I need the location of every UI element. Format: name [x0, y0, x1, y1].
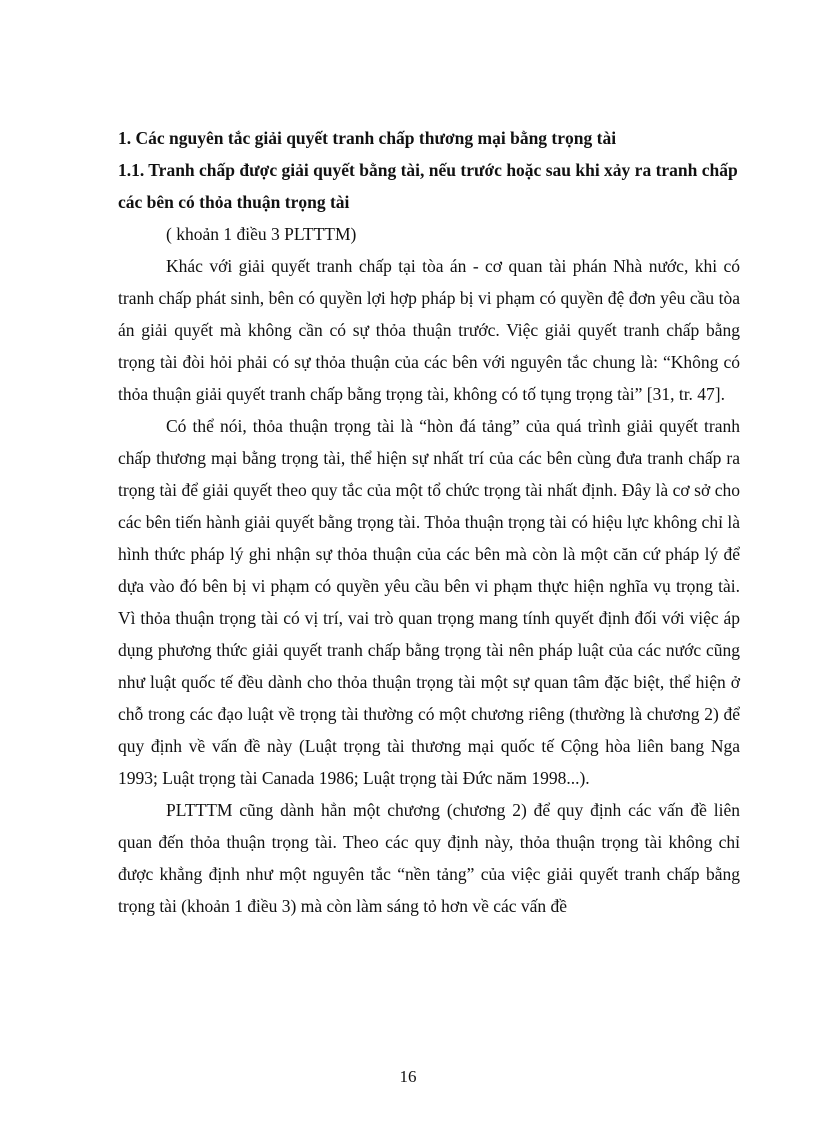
body-paragraph: PLTTTM cũng dành hẳn một chương (chương 2) để quy định các vấn đề liên quan đến thỏa thuận trọng tài. Theo các quy định này, thỏa thuận trọng tài không chỉ được khẳng định như một nguyên tắc “nền tảng” của việc giải quyết tranh chấp bằng trọng tài (khoản 1 điều 3) mà còn làm sáng tỏ hơn về các vấn đề [118, 800, 740, 916]
legal-reference-note: ( khoản 1 điều 3 PLTTTM) [166, 224, 357, 244]
body-paragraph: Khác với giải quyết tranh chấp tại tòa án - cơ quan tài phán Nhà nước, khi có tranh chấp phát sinh, bên có quyền lợi hợp pháp bị vi phạm có quyền đệ đơn yêu cầu tòa án giải quyết mà không cần có sự thỏa thuận trước. Việc giải quyết tranh chấp bằng trọng tài đòi hỏi phải có sự thỏa thuận của các bên với nguyên tắc chung là: “Không có thỏa thuận giải quyết tranh chấp bằng trọng tài, không có tố tụng trọng tài” [31, tr. 47]. [118, 256, 740, 404]
page-content [118, 122, 740, 922]
subsection-heading: 1.1. Tranh chấp được giải quyết bằng tài, nếu trước hoặc sau khi xảy ra tranh chấp các bên có thỏa thuận trọng tài [118, 160, 738, 212]
section-heading: 1. Các nguyên tắc giải quyết tranh chấp thương mại bằng trọng tài [118, 128, 617, 148]
page-number: 16 [399, 1067, 417, 1086]
body-paragraph: Có thể nói, thỏa thuận trọng tài là “hòn đá tảng” của quá trình giải quyết tranh chấp thương mại bằng trọng tài, thể hiện sự nhất trí của các bên cùng đưa tranh chấp ra trọng tài để giải quyết theo quy tắc của một tổ chức trọng tài nhất định. Đây là cơ sở cho các bên tiến hành giải quyết bằng trọng tài. Thỏa thuận trọng tài có hiệu lực không chỉ là hình thức pháp lý ghi nhận sự thỏa thuận của các bên mà còn là một căn cứ pháp lý để dựa vào đó bên bị vi phạm có quyền yêu cầu bên vi phạm thực hiện nghĩa vụ trọng tài. Vì thỏa thuận trọng tài có vị trí, vai trò quan trọng mang tính quyết định đối với việc áp dụng phương thức giải quyết tranh chấp bằng trọng tài nên pháp luật của các nước cũng như luật quốc tế đều dành cho thỏa thuận trọng tài một sự quan tâm đặc biệt, thể hiện ở chỗ trong các đạo luật về trọng tài thường có một chương riêng (thường là chương 2) để quy định về vấn đề này (Luật trọng tài thương mại quốc tế Cộng hòa liên bang Nga 1993; Luật trọng tài Canada 1986; Luật trọng tài Đức năm 1998...). [118, 416, 740, 788]
